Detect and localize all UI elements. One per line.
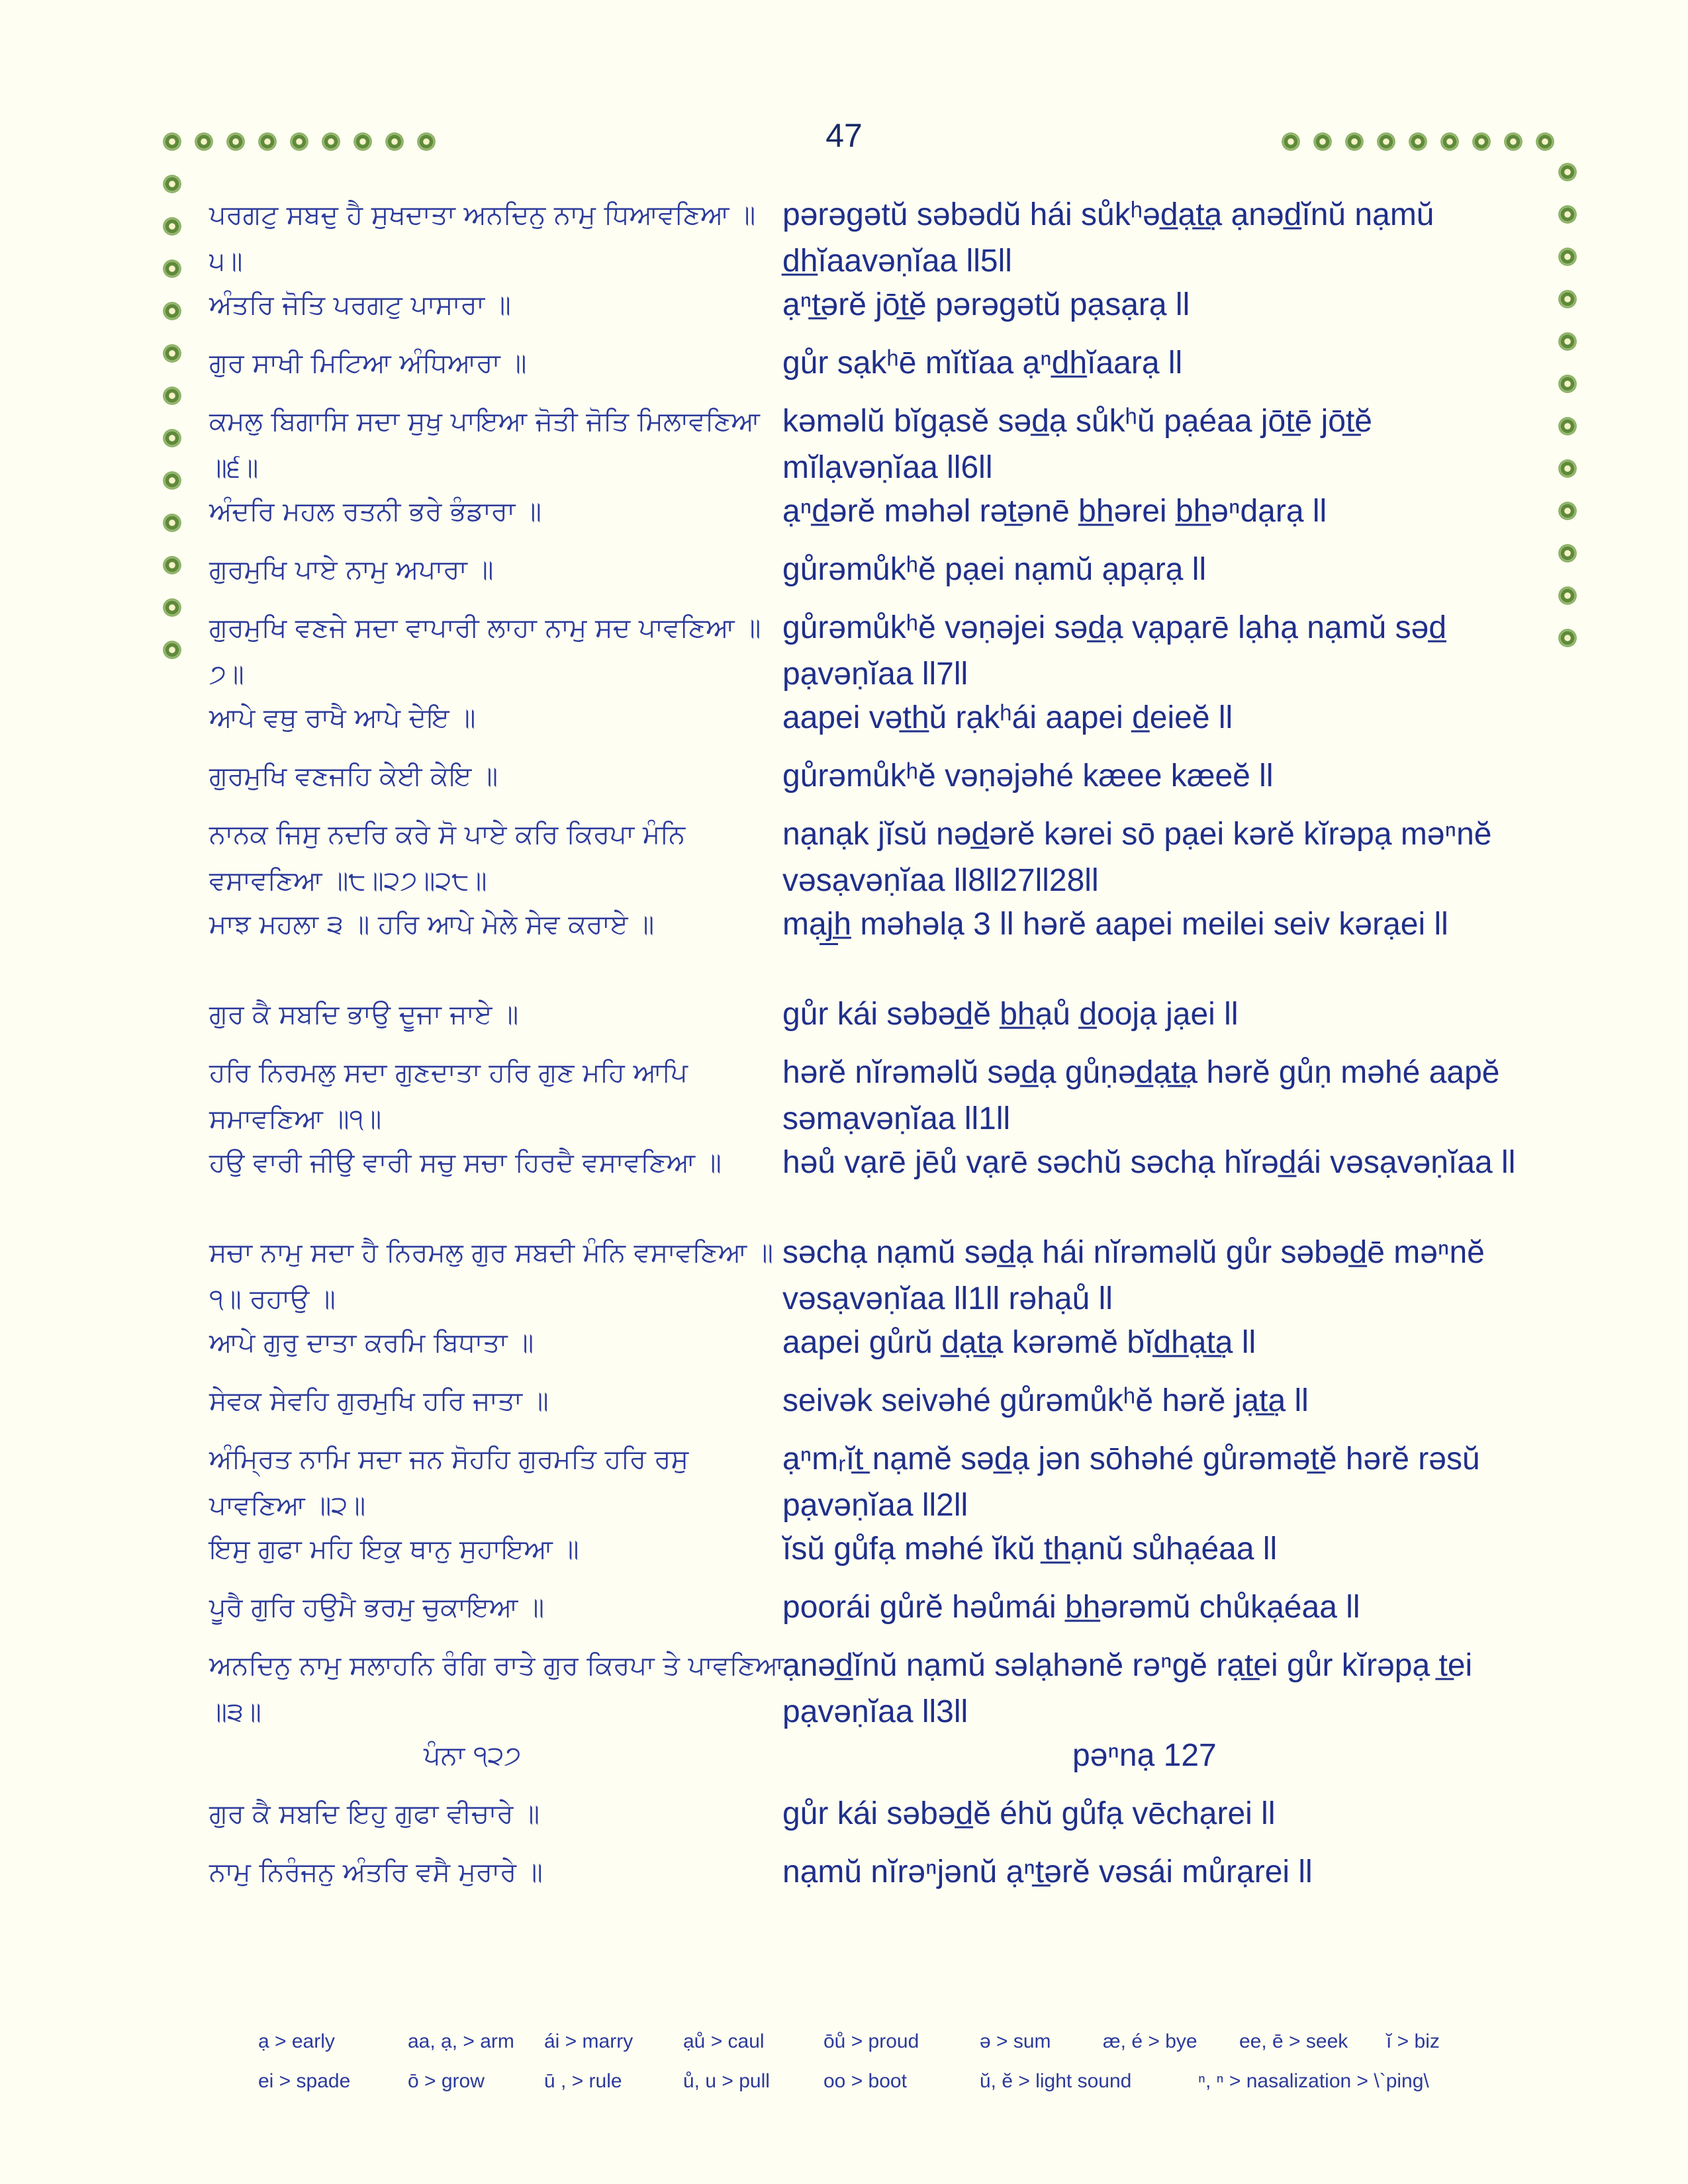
transliteration-text: nạmŭ nĭrəⁿjənŭ ạⁿt̲ərĕ vəsái můrạrei ll (782, 1854, 1313, 1889)
flower-icon (163, 598, 181, 617)
transliteration-text: ĭsŭ gůfạ məhé ĭkŭ t̲h̲ạnŭ sůhạéaa ll (782, 1531, 1278, 1567)
flower-icon (163, 302, 181, 320)
transliteration-text: kəməlŭ bĭgạsĕ səd̲ạ sůkʰŭ pạéaa jōt̲ē jōt̲ĕ mĭlạvəṇĭaa ll6ll (782, 404, 1382, 485)
gurmukhi-text: ਅਨਦਿਨੁ ਨਾਮੁ ਸਲਾਹਨਿ ਰੰਗਿ ਰਾਤੇ ਗੁਰ ਕਿਰਪਾ ਤੇ ਪਾਵਣਿਆ ॥੩॥ (209, 1651, 784, 1727)
gurmukhi-text: ਹਰਿ ਨਿਰਮਲੁ ਸਦਾ ਗੁਣਦਾਤਾ ਹਰਿ ਗੁਣ ਮਹਿ ਆਪਿ ਸਮਾਵਣਿਆ ॥੧॥ (209, 1058, 688, 1134)
gurmukhi-text: ਅੰਮ੍ਰਿਤ ਨਾਮਿ ਸਦਾ ਜਨ ਸੋਹਹਿ ਗੁਰਮਤਿ ਹਰਿ ਰਸੁ ਪਾਵਣਿਆ ॥੨॥ (209, 1444, 689, 1521)
flower-icon (163, 556, 181, 574)
gurmukhi-text: ਪੂਰੈ ਗੁਰਿ ਹਉਮੈ ਭਰਮੁ ਚੁਕਾਇਆ ॥ (209, 1592, 545, 1623)
flower-icon (163, 387, 181, 405)
gurmukhi-text: ਗੁਰ ਕੈ ਸਬਦਿ ਭਾਉ ਦੂਜਾ ਜਾਏ ॥ (209, 999, 519, 1030)
legend-item: ōů > proud (823, 2030, 919, 2052)
gurmukhi-text: ਸੇਵਕ ਸੇਵਹਿ ਗੁਰਮੁਖਿ ਹਰਿ ਜਾਤਾ ॥ (209, 1386, 549, 1416)
transliteration-text: gůr sạkʰē mĭtĭaa ạⁿd̲h̲ĭaarạ ll (782, 345, 1183, 381)
legend-row-2 (0, 2070, 1688, 2110)
transliteration-text: gůrəmůkʰĕ pạei nạmŭ ạpạrạ ll (782, 552, 1207, 587)
legend-row-1 (0, 2030, 1688, 2070)
page-number: 47 (825, 117, 863, 154)
flower-icon (1558, 586, 1577, 605)
transliteration-text: hərĕ nĭrəməlŭ səd̲ạ gůṇəd̲ạt̲ạ hərĕ gůṇ məhé aapĕ səmạvəṇĭaa ll1ll (782, 1055, 1509, 1136)
legend-item: ō > grow (408, 2070, 485, 2092)
gurmukhi-text: ਅੰਦਰਿ ਮਹਲ ਰਤਨੀ ਭਰੇ ਭੰਡਾਰਾ ॥ (209, 496, 541, 527)
gurmukhi-text: ਅੰਤਰਿ ਜੋਤਿ ਪਰਗਟੁ ਪਾਸਾਰਾ ॥ (209, 290, 511, 320)
flower-icon (1558, 544, 1577, 563)
gurmukhi-text: ਕਮਲੁ ਬਿਗਾਸਿ ਸਦਾ ਸੁਖੁ ਪਾਇਆ ਜੋਤੀ ਜੋਤਿ ਮਿਲਾਵਣਿਆ ॥੬॥ (209, 406, 760, 483)
flower-icon (163, 259, 181, 278)
flower-icon (1558, 205, 1577, 224)
flower-icon (163, 641, 181, 659)
legend-item: ĭ > biz (1386, 2030, 1440, 2052)
legend-item: ạ > early (258, 2030, 335, 2052)
transliteration-text: gůrəmůkʰĕ vəṇəjəhé kæee kæeĕ ll (782, 758, 1274, 794)
gurmukhi-text: ਹਉ ਵਾਰੀ ਜੀਉ ਵਾਰੀ ਸਚੁ ਸਚਾ ਹਿਰਦੈ ਵਸਾਵਣਿਆ ॥ (209, 1148, 722, 1178)
flower-icon (1558, 502, 1577, 520)
legend-item: oo > boot (823, 2070, 907, 2092)
right-flower-border (1558, 163, 1577, 671)
flower-icon (1558, 163, 1577, 181)
pronunciation-legend (0, 2030, 1688, 2110)
flower-icon (1558, 248, 1577, 266)
transliteration-text: seivək seivəhé gůrəmůkʰĕ hərĕ jạt̲ạ ll (782, 1383, 1309, 1418)
legend-item: ŭ, ĕ > light sound (980, 2070, 1132, 2092)
flower-icon (1558, 375, 1577, 393)
legend-item: aa, ạ, > arm (408, 2030, 514, 2052)
flower-icon (163, 344, 181, 363)
flower-icon (1558, 290, 1577, 308)
flower-icon (163, 217, 181, 236)
transliteration-text: gůr kái səbəd̲ĕ b̲h̲ạů d̲oojạ jạei ll (782, 997, 1239, 1032)
transliteration-text: gůrəmůkʰĕ vəṇəjei səd̲ạ vạpạrē lạhạ nạmŭ səd̲ pạvəṇĭaa ll7ll (782, 610, 1456, 692)
transliteration-text: mạj̲h̲ məhəlạ 3 ll hərĕ aapei meilei seiv kərạei ll (782, 907, 1448, 942)
left-flower-border (163, 175, 181, 683)
transliteration-text: pəⁿnạ 127 (1072, 1738, 1217, 1773)
flower-icon (1558, 417, 1577, 435)
gurmukhi-text: ਮਾਝ ਮਹਲਾ ੩ ॥ ਹਰਿ ਆਪੇ ਮੇਲੇ ਸੇਵ ਕਰਾਏ ॥ (209, 909, 655, 940)
gurmukhi-text: ਗੁਰਮੁਖਿ ਵਣਜਹਿ ਕੇਈ ਕੇਇ ॥ (209, 761, 498, 792)
legend-item: ái > marry (544, 2030, 633, 2052)
legend-item: ů, u > pull (683, 2070, 770, 2092)
gurmukhi-text: ਨਾਨਕ ਜਿਸੁ ਨਦਰਿ ਕਰੇ ਸੋ ਪਾਏ ਕਰਿ ਕਿਰਪਾ ਮੰਨਿ ਵਸਾਵਣਿਆ ॥੮॥੨੭॥੨੮॥ (209, 819, 686, 896)
flower-icon (1558, 629, 1577, 647)
flower-icon (163, 471, 181, 490)
gurmukhi-text: ਗੁਰਮੁਖਿ ਵਣਜੇ ਸਦਾ ਵਾਪਾਰੀ ਲਾਹਾ ਨਾਮੁ ਸਦ ਪਾਵਣਿਆ ॥੭॥ (209, 613, 761, 690)
gurmukhi-text: ਗੁਰ ਸਾਖੀ ਮਿਟਿਆ ਅੰਧਿਆਰਾ ॥ (209, 348, 527, 379)
legend-item: ⁿ, ⁿ > nasalization > \`ping\ (1198, 2070, 1429, 2092)
gurmukhi-text: ਗੁਰਮੁਖਿ ਪਾਏ ਨਾਮੁ ਅਪਾਰਾ ॥ (209, 555, 494, 585)
transliteration-text: səchạ nạmŭ səd̲ạ hái nĭrəməlŭ gůr səbəd̲ē məⁿnĕ vəsạvəṇĭaa ll1ll rəhạů ll (782, 1235, 1494, 1316)
gurmukhi-text: ਆਪੇ ਵਥੁ ਰਾਖੈ ਆਪੇ ਦੇਇ ॥ (209, 703, 476, 733)
legend-item: æ, é > bye (1103, 2030, 1197, 2052)
flower-icon (1558, 459, 1577, 478)
transliteration-text: ạⁿt̲ərĕ jōt̲ĕ pərəgətŭ pạsạrạ ll (782, 287, 1190, 322)
legend-item: ee, ē > seek (1239, 2030, 1348, 2052)
transliteration-text: ạnəd̲ĭnŭ nạmŭ səlạhənĕ rəⁿgĕ rạt̲ei gůr kĭrəpạ t̲ei pạvəṇĭaa ll3ll (782, 1648, 1481, 1729)
legend-item: ū , > rule (544, 2070, 622, 2092)
transliteration-text: aapei gůrŭ d̲ạt̲ạ kərəmĕ bĭd̲h̲ạt̲ạ ll (782, 1325, 1256, 1360)
flower-icon (1558, 332, 1577, 351)
legend-item: ə > sum (980, 2030, 1051, 2052)
flower-icon (163, 429, 181, 447)
gurmukhi-text: ਗੁਰ ਕੈ ਸਬਦਿ ਇਹੁ ਗੁਫਾ ਵੀਚਾਰੇ ॥ (209, 1799, 540, 1829)
gurmukhi-text: ਸਚਾ ਨਾਮੁ ਸਦਾ ਹੈ ਨਿਰਮਲੁ ਗੁਰ ਸਬਦੀ ਮੰਨਿ ਵਸਾਵਣਿਆ ॥੧॥ ਰਹਾਉ ॥ (209, 1238, 773, 1314)
gurmukhi-text: ਪੰਨਾ ੧੨੭ (424, 1741, 522, 1771)
transliteration-text: aapei vət̲h̲ŭ rạkʰái aapei d̲eieĕ ll (782, 700, 1233, 735)
transliteration-text: nạnạk jĭsŭ nəd̲ərĕ kərei sō pạei kərĕ kĭrəpạ məⁿnĕ vəsạvəṇĭaa ll8ll27ll28ll (782, 817, 1501, 898)
legend-item: ạů > caul (683, 2030, 765, 2052)
transliteration-text: ạⁿmᵣĭt̲ nạmĕ səd̲ạ jən sōhəhé gůrəmət̲ĕ hərĕ rəsŭ pạvəṇĭaa ll2ll (782, 1441, 1489, 1523)
flower-icon (163, 514, 181, 532)
gurmukhi-text: ਨਾਮੁ ਨਿਰੰਜਨੁ ਅੰਤਰਿ ਵਸੈ ਮੁਰਾਰੇ ॥ (209, 1857, 543, 1888)
gurmukhi-text: ਇਸੁ ਗੁਫਾ ਮਹਿ ਇਕੁ ਥਾਨੁ ਸੁਹਾਇਆ ॥ (209, 1534, 579, 1565)
gurmukhi-text: ਪਰਗਟੁ ਸਬਦੁ ਹੈ ਸੁਖਦਾਤਾ ਅਨਦਿਨੁ ਨਾਮੁ ਧਿਆਵਣਿਆ ॥੫॥ (209, 200, 756, 277)
gurmukhi-text: ਆਪੇ ਗੁਰੁ ਦਾਤਾ ਕਰਮਿ ਬਿਧਾਤਾ ॥ (209, 1328, 534, 1358)
flower-icon (163, 175, 181, 193)
transliteration-text: ạⁿd̲ərĕ məhəl rət̲ənē b̲h̲ərei b̲h̲əⁿdạrạ ll (782, 494, 1327, 529)
transliteration-text: həů vạrē jēů vạrē səchŭ səchạ hĭrəd̲ái vəsạvəṇĭaa ll (782, 1145, 1516, 1180)
transliteration-text: poorái gůrĕ həůmái b̲h̲ərəmŭ chůkạéaa ll (782, 1590, 1360, 1625)
transliteration-text: gůr kái səbəd̲ĕ éhŭ gůfạ vēchạrei ll (782, 1796, 1276, 1831)
transliteration-text: pərəgətŭ səbədŭ hái sůkʰəd̲ạt̲ạ ạnəd̲ĭnŭ nạmŭ d̲h̲ĭaavəṇĭaa ll5ll (782, 197, 1443, 279)
legend-item: ei > spade (258, 2070, 351, 2092)
